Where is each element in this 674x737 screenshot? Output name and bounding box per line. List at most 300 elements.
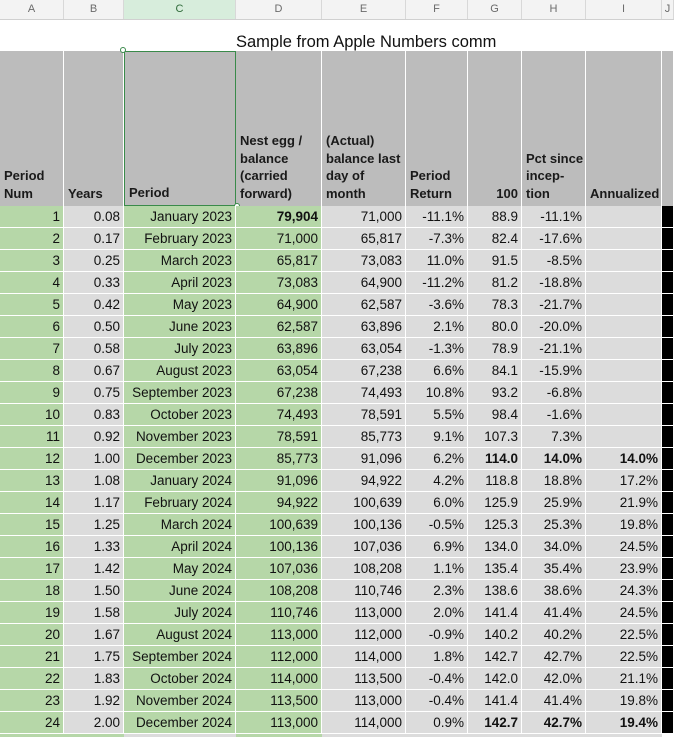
cell-pct[interactable]: 14.0% [522,448,586,470]
column-header-bar [0,0,674,20]
column-letter-j[interactable]: J [662,0,674,19]
cell-pct[interactable]: -21.1% [522,338,586,360]
cell-num[interactable]: 17 [0,558,64,580]
cell-period[interactable]: June 2024 [124,580,236,602]
cell-years[interactable]: 1.33 [64,536,124,558]
cell-period[interactable]: February 2024 [124,492,236,514]
cell-nest[interactable]: 112,000 [236,646,322,668]
cell-years[interactable]: 0.33 [64,272,124,294]
cell-ret[interactable]: -11.1% [406,206,468,228]
cell-nest[interactable]: 85,773 [236,448,322,470]
cell-ret[interactable]: 6.6% [406,360,468,382]
cell-j[interactable] [662,404,674,426]
cell-period[interactable]: January 2024 [124,470,236,492]
column-letter-i[interactable]: I [586,0,662,19]
cell-nest[interactable]: 107,036 [236,558,322,580]
table-row [0,668,674,690]
cell-idx[interactable]: 138.6 [468,580,522,602]
cell-period[interactable]: August 2024 [124,624,236,646]
cell-years[interactable]: 1.83 [64,668,124,690]
cell-period[interactable]: November 2024 [124,690,236,712]
table-row [0,492,674,514]
cell-ret[interactable]: 5.5% [406,404,468,426]
cell-actual[interactable]: 78,591 [322,404,406,426]
table-row [0,536,674,558]
cell-j[interactable] [662,492,674,514]
cell-idx[interactable]: 84.1 [468,360,522,382]
cell-nest[interactable]: 113,000 [236,712,322,734]
cell-actual[interactable]: 64,900 [322,272,406,294]
cell-pct[interactable]: -15.9% [522,360,586,382]
cell-years[interactable]: 0.83 [64,404,124,426]
cell-pct[interactable]: -6.8% [522,382,586,404]
cell-j[interactable] [662,536,674,558]
cell-idx[interactable]: 142.0 [468,668,522,690]
cell-ann[interactable] [586,338,662,360]
cell-ann[interactable]: 22.5% [586,646,662,668]
cell-num[interactable]: 10 [0,404,64,426]
cell-nest[interactable]: 113,000 [236,624,322,646]
cell-pct[interactable]: -1.6% [522,404,586,426]
cell-j[interactable] [662,294,674,316]
cell-num[interactable]: 4 [0,272,64,294]
header-actual-balance[interactable] [322,51,406,206]
cell-num[interactable]: 11 [0,426,64,448]
cell-idx[interactable]: 125.9 [468,492,522,514]
cell-num[interactable]: 7 [0,338,64,360]
cell-ret[interactable]: 2.1% [406,316,468,338]
cell-actual[interactable]: 113,000 [322,690,406,712]
cell-period[interactable]: January 2023 [124,206,236,228]
cell-num[interactable]: 13 [0,470,64,492]
cell-actual[interactable]: 85,773 [322,426,406,448]
cell-num[interactable]: 2 [0,228,64,250]
cell-ret[interactable]: -7.3% [406,228,468,250]
cell-period[interactable]: June 2023 [124,316,236,338]
cell-j[interactable] [662,206,674,228]
cell-ann[interactable]: 19.8% [586,690,662,712]
cell-years[interactable]: 0.50 [64,316,124,338]
cell-ret[interactable]: 10.8% [406,382,468,404]
table-row [0,580,674,602]
table-row [0,228,674,250]
cell-j[interactable] [662,580,674,602]
header-text-line: Annualized [590,185,660,201]
cell-nest[interactable]: 78,591 [236,426,322,448]
header-period-num[interactable] [0,51,64,206]
cell-ann[interactable]: 17.2% [586,470,662,492]
cell-pct[interactable]: -18.8% [522,272,586,294]
cell-pct[interactable]: 42.0% [522,668,586,690]
cell-pct[interactable]: 34.0% [522,536,586,558]
table-row [0,206,674,228]
cell-nest[interactable]: 79,904 [236,206,322,228]
cell-period[interactable]: December 2023 [124,448,236,470]
table-row [0,250,674,272]
cell-ret[interactable]: -1.3% [406,338,468,360]
cell-j[interactable] [662,250,674,272]
cell-j[interactable] [662,602,674,624]
cell-pct[interactable]: 41.4% [522,690,586,712]
cell-ret[interactable]: 6.0% [406,492,468,514]
column-letter-a[interactable]: A [0,0,64,19]
cell-pct[interactable]: 41.4% [522,602,586,624]
cell-ret[interactable]: 6.9% [406,536,468,558]
cell-pct[interactable]: 38.6% [522,580,586,602]
cell-idx[interactable]: 91.5 [468,250,522,272]
cell-ann[interactable]: 24.3% [586,580,662,602]
cell-nest[interactable]: 110,746 [236,602,322,624]
table-row [0,404,674,426]
cell-j[interactable] [662,228,674,250]
cell-ret[interactable]: 1.1% [406,558,468,580]
column-letter-d[interactable]: D [236,0,322,19]
cell-idx[interactable]: 118.8 [468,470,522,492]
header-text-line: month [326,185,366,201]
cell-ann[interactable]: 22.5% [586,624,662,646]
cell-actual[interactable]: 113,000 [322,602,406,624]
table-row [0,294,674,316]
cell-ann[interactable]: 24.5% [586,602,662,624]
table-row [0,360,674,382]
header-text-line: Period [410,168,451,183]
cell-num[interactable]: 14 [0,492,64,514]
cell-years[interactable]: 0.75 [64,382,124,404]
cell-actual[interactable]: 100,136 [322,514,406,536]
header-text-line: Return [410,185,452,201]
header-nest-egg[interactable] [236,51,322,206]
cell-actual[interactable]: 110,746 [322,580,406,602]
cell-years[interactable]: 1.00 [64,448,124,470]
table-row [0,426,674,448]
cell-j[interactable] [662,272,674,294]
cell-actual[interactable]: 73,083 [322,250,406,272]
cell-ann[interactable] [586,316,662,338]
cell-num[interactable]: 9 [0,382,64,404]
cell-years[interactable]: 1.25 [64,514,124,536]
table-row [0,338,674,360]
cell-num[interactable]: 8 [0,360,64,382]
column-letter-c[interactable]: C [124,0,236,19]
header-text-line: (Actual) [326,133,375,148]
cell-j[interactable] [662,624,674,646]
cell-ret[interactable]: -0.9% [406,624,468,646]
cell-actual[interactable]: 63,896 [322,316,406,338]
header-text-line: balance last [326,150,401,166]
cell-nest[interactable]: 63,896 [236,338,322,360]
cell-num[interactable]: 18 [0,580,64,602]
cell-nest[interactable]: 113,500 [236,690,322,712]
cell-period[interactable]: March 2024 [124,514,236,536]
cell-period[interactable]: August 2023 [124,360,236,382]
cell-years[interactable]: 0.67 [64,360,124,382]
cell-years[interactable]: 1.08 [64,470,124,492]
cell-nest[interactable]: 62,587 [236,316,322,338]
header-pct-since-inception[interactable] [522,51,586,206]
cell-ann[interactable]: 21.1% [586,668,662,690]
header-index-100[interactable] [468,51,522,206]
cell-num[interactable]: 16 [0,536,64,558]
cell-period[interactable]: May 2024 [124,558,236,580]
cell-ret[interactable]: 2.0% [406,602,468,624]
cell-j[interactable] [662,316,674,338]
cell-pct[interactable]: 18.8% [522,470,586,492]
cell-pct[interactable]: 40.2% [522,624,586,646]
cell-actual[interactable]: 67,238 [322,360,406,382]
cell-years[interactable]: 1.50 [64,580,124,602]
table-row [0,272,674,294]
cell-idx[interactable]: 82.4 [468,228,522,250]
cell-idx[interactable]: 135.4 [468,558,522,580]
cell-pct[interactable]: 25.9% [522,492,586,514]
header-annualized[interactable] [586,51,662,206]
cell-ann[interactable] [586,294,662,316]
cell-years[interactable]: 0.92 [64,426,124,448]
cell-actual[interactable]: 65,817 [322,228,406,250]
cell-idx[interactable]: 114.0 [468,448,522,470]
cell-period[interactable]: December 2024 [124,712,236,734]
header-text-line: Pct since [526,150,584,166]
cell-actual[interactable]: 91,096 [322,448,406,470]
cell-period[interactable]: July 2023 [124,338,236,360]
column-letter-h[interactable]: H [522,0,586,19]
cell-nest[interactable]: 67,238 [236,382,322,404]
cell-ann[interactable] [586,404,662,426]
header-text-line: day of [326,168,365,183]
cell-years[interactable]: 1.67 [64,624,124,646]
cell-idx[interactable]: 81.2 [468,272,522,294]
cell-ret[interactable]: 2.3% [406,580,468,602]
cell-ann[interactable]: 24.5% [586,536,662,558]
cell-j[interactable] [662,470,674,492]
column-letter-e[interactable]: E [322,0,406,19]
cell-ret[interactable]: 11.0% [406,250,468,272]
cell-nest[interactable]: 71,000 [236,228,322,250]
cell-ret[interactable]: 9.1% [406,426,468,448]
cell-num[interactable]: 22 [0,668,64,690]
cell-actual[interactable]: 113,500 [322,668,406,690]
cell-j[interactable] [662,690,674,712]
cell-period[interactable]: April 2023 [124,272,236,294]
cell-actual[interactable]: 112,000 [322,624,406,646]
header-text-line: Period [4,168,45,183]
cell-period[interactable]: May 2023 [124,294,236,316]
cell-num[interactable]: 6 [0,316,64,338]
cell-j[interactable] [662,514,674,536]
cell-num[interactable]: 19 [0,602,64,624]
cell-years[interactable]: 0.08 [64,206,124,228]
cell-idx[interactable]: 142.7 [468,646,522,668]
cell-j[interactable] [662,360,674,382]
cell-ret[interactable]: 1.8% [406,646,468,668]
cell-pct[interactable]: -20.0% [522,316,586,338]
cell-ret[interactable]: 0.9% [406,712,468,734]
cell-years[interactable]: 0.25 [64,250,124,272]
cell-nest[interactable]: 91,096 [236,470,322,492]
cell-years[interactable]: 2.00 [64,712,124,734]
cell-pct[interactable]: 42.7% [522,646,586,668]
cell-actual[interactable]: 63,054 [322,338,406,360]
cell-pct[interactable]: -11.1% [522,206,586,228]
cell-idx[interactable]: 142.7 [468,712,522,734]
cell-idx[interactable]: 80.0 [468,316,522,338]
cell-actual[interactable]: 100,639 [322,492,406,514]
cell-ann[interactable] [586,206,662,228]
cell-nest[interactable]: 94,922 [236,492,322,514]
header-text-line: (carried [240,168,288,183]
table-row [0,624,674,646]
cell-pct[interactable]: -8.5% [522,250,586,272]
cell-actual[interactable]: 114,000 [322,646,406,668]
cell-idx[interactable]: 78.3 [468,294,522,316]
cell-idx[interactable]: 140.2 [468,624,522,646]
cell-idx[interactable]: 93.2 [468,382,522,404]
cell-ann[interactable]: 19.8% [586,514,662,536]
cell-nest[interactable]: 73,083 [236,272,322,294]
cell-ann[interactable] [586,228,662,250]
column-letter-f[interactable]: F [406,0,468,19]
cell-pct[interactable]: -17.6% [522,228,586,250]
cell-nest[interactable]: 63,054 [236,360,322,382]
cell-j[interactable] [662,338,674,360]
table-row [0,470,674,492]
column-letter-g[interactable]: G [468,0,522,19]
cell-num[interactable]: 15 [0,514,64,536]
cell-ret[interactable]: -0.4% [406,668,468,690]
cell-num[interactable]: 5 [0,294,64,316]
column-letter-b[interactable]: B [64,0,124,19]
cell-nest[interactable]: 108,208 [236,580,322,602]
cell-num[interactable]: 24 [0,712,64,734]
header-period[interactable] [124,51,236,206]
cell-j[interactable] [662,712,674,734]
cell-idx[interactable]: 78.9 [468,338,522,360]
cell-nest[interactable]: 64,900 [236,294,322,316]
cell-years[interactable]: 1.92 [64,690,124,712]
cell-num[interactable]: 21 [0,646,64,668]
cell-period[interactable]: October 2024 [124,668,236,690]
cell-period[interactable]: April 2024 [124,536,236,558]
cell-actual[interactable]: 62,587 [322,294,406,316]
cell-ann[interactable] [586,382,662,404]
cell-ret[interactable]: -11.2% [406,272,468,294]
header-j[interactable] [662,51,674,206]
cell-j[interactable] [662,646,674,668]
cell-ret[interactable]: 6.2% [406,448,468,470]
cell-ann[interactable]: 14.0% [586,448,662,470]
cell-num[interactable]: 23 [0,690,64,712]
cell-j[interactable] [662,558,674,580]
table-row [0,514,674,536]
cell-ret[interactable]: -0.5% [406,514,468,536]
header-years[interactable] [64,51,124,206]
cell-period[interactable]: September 2023 [124,382,236,404]
cell-actual[interactable]: 108,208 [322,558,406,580]
cell-pct[interactable]: 7.3% [522,426,586,448]
cell-ann[interactable]: 19.4% [586,712,662,734]
cell-idx[interactable]: 88.9 [468,206,522,228]
cell-actual[interactable]: 114,000 [322,712,406,734]
cell-nest[interactable]: 114,000 [236,668,322,690]
cell-pct[interactable]: 35.4% [522,558,586,580]
cell-ret[interactable]: -3.6% [406,294,468,316]
cell-num[interactable]: 20 [0,624,64,646]
cell-idx[interactable]: 141.4 [468,602,522,624]
table-row [0,316,674,338]
cell-years[interactable]: 1.75 [64,646,124,668]
cell-nest[interactable]: 100,639 [236,514,322,536]
cell-ann[interactable]: 21.9% [586,492,662,514]
header-text-line: Num [4,185,33,201]
cell-ann[interactable] [586,272,662,294]
cell-idx[interactable]: 98.4 [468,404,522,426]
cell-j[interactable] [662,426,674,448]
cell-actual[interactable]: 107,036 [322,536,406,558]
cell-num[interactable]: 3 [0,250,64,272]
cell-ret[interactable]: -0.4% [406,690,468,712]
cell-years[interactable]: 0.58 [64,338,124,360]
cell-years[interactable]: 1.42 [64,558,124,580]
cell-period[interactable]: March 2023 [124,250,236,272]
table-row [0,646,674,668]
cell-actual[interactable]: 71,000 [322,206,406,228]
selection-handle-top[interactable] [120,47,126,53]
cell-pct[interactable]: 42.7% [522,712,586,734]
cell-idx[interactable]: 107.3 [468,426,522,448]
cell-nest[interactable]: 74,493 [236,404,322,426]
cell-pct[interactable]: -21.7% [522,294,586,316]
cell-idx[interactable]: 134.0 [468,536,522,558]
cell-idx[interactable]: 141.4 [468,690,522,712]
header-period-return[interactable] [406,51,468,206]
cell-period[interactable]: September 2024 [124,646,236,668]
cell-num[interactable]: 12 [0,448,64,470]
cell-idx[interactable]: 125.3 [468,514,522,536]
table-row [0,602,674,624]
cell-years[interactable]: 0.17 [64,228,124,250]
cell-period[interactable]: July 2024 [124,602,236,624]
cell-j[interactable] [662,448,674,470]
table-header-row [0,51,674,206]
cell-period[interactable]: October 2023 [124,404,236,426]
cell-ann[interactable] [586,426,662,448]
header-text-line: 100 [496,185,518,201]
table-row [0,712,674,734]
header-text-line: balance [240,150,289,166]
cell-ann[interactable] [586,360,662,382]
cell-actual[interactable]: 74,493 [322,382,406,404]
header-text-line: Nest egg / [240,133,303,148]
cell-j[interactable] [662,382,674,404]
header-text-line: tion [526,185,550,201]
cell-period[interactable]: February 2023 [124,228,236,250]
cell-pct[interactable]: 25.3% [522,514,586,536]
cell-years[interactable]: 1.58 [64,602,124,624]
header-text-line: Period [129,184,170,200]
cell-ret[interactable]: 4.2% [406,470,468,492]
cell-period[interactable]: November 2023 [124,426,236,448]
table-row [0,690,674,712]
cell-num[interactable]: 1 [0,206,64,228]
cell-nest[interactable]: 100,136 [236,536,322,558]
cell-actual[interactable]: 94,922 [322,470,406,492]
cell-ann[interactable] [586,250,662,272]
cell-ann[interactable]: 23.9% [586,558,662,580]
cell-nest[interactable]: 65,817 [236,250,322,272]
cell-j[interactable] [662,668,674,690]
cell-years[interactable]: 1.17 [64,492,124,514]
cell-years[interactable]: 0.42 [64,294,124,316]
